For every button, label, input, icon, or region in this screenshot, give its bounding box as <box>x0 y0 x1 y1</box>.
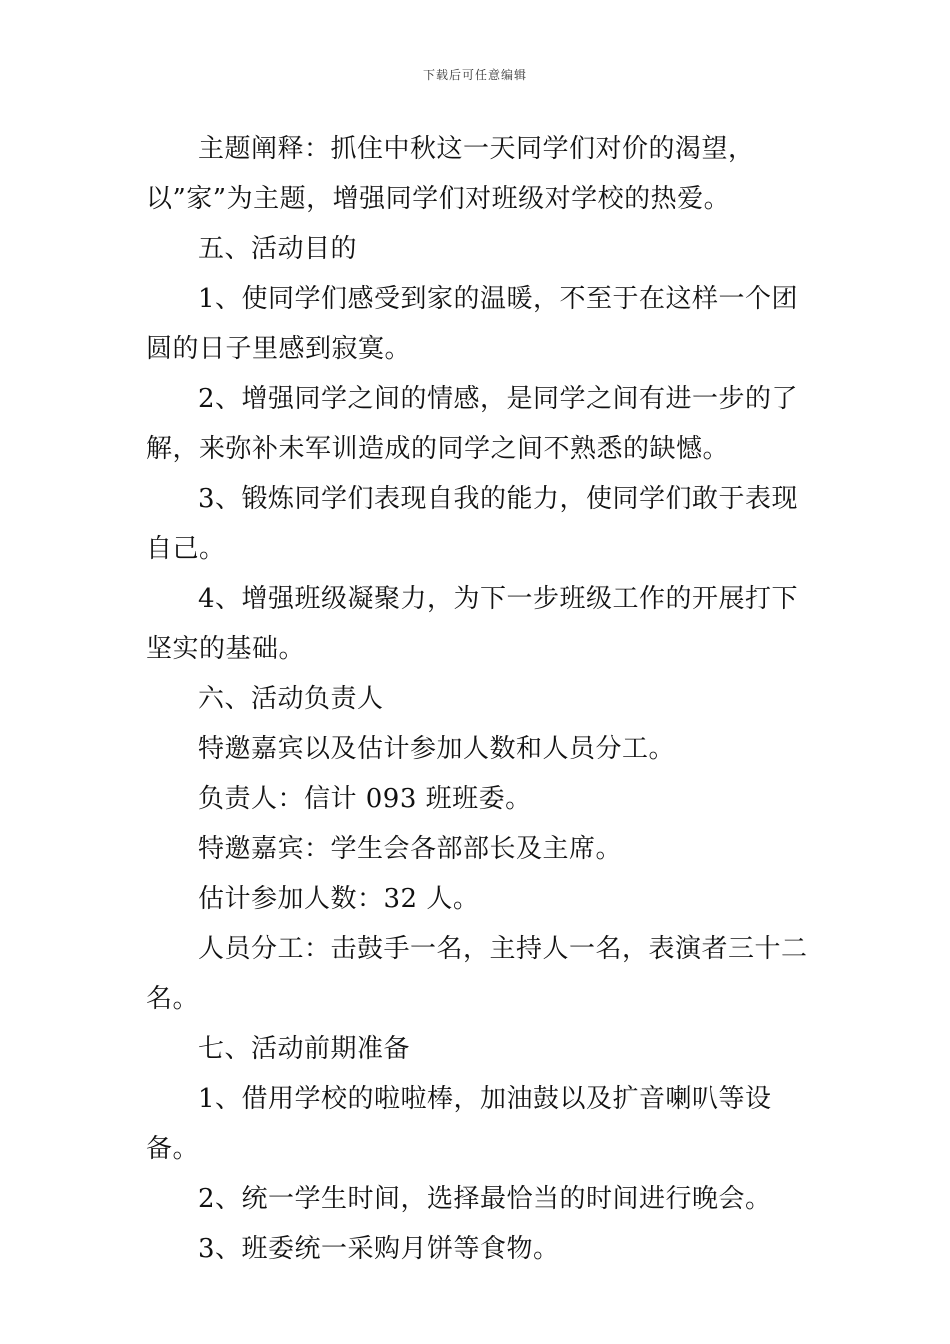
paragraph-responsible-person: 负责人：信计 093 班班委。 <box>198 784 532 814</box>
section-heading-responsible: 六、活动负责人 <box>198 684 384 714</box>
goal-item-1: 1、使同学们感受到家的温暖，不至于在这样一个团圆的日子里感到寂寞。 <box>146 284 799 364</box>
document-body <box>146 124 812 1274</box>
paragraph-guests-intro: 特邀嘉宾以及估计参加人数和人员分工。 <box>198 734 676 764</box>
page-header: 下载后可任意编辑 <box>422 68 527 82</box>
goal-item-3: 3、锻炼同学们表现自我的能力，使同学们敢于表现自己。 <box>146 484 799 564</box>
prep-item-3: 3、班委统一采购月饼等食物。 <box>198 1234 560 1264</box>
section-heading-preparation: 七、活动前期准备 <box>198 1034 411 1064</box>
section-heading-goals: 五、活动目的 <box>198 234 358 264</box>
prep-item-2: 2、统一学生时间，选择最恰当的时间进行晚会。 <box>198 1184 772 1214</box>
paragraph-attendance: 估计参加人数：32 人。 <box>198 884 480 914</box>
paragraph-roles: 人员分工：击鼓手一名，主持人一名，表演者三十二名。 <box>146 934 808 1014</box>
goal-item-2: 2、增强同学之间的情感，是同学之间有进一步的了解，来弥补未军训造成的同学之间不熟悉的缺憾。 <box>146 384 799 464</box>
goal-item-4: 4、增强班级凝聚力，为下一步班级工作的开展打下坚实的基础。 <box>146 584 799 664</box>
paragraph-special-guests: 特邀嘉宾：学生会各部部长及主席。 <box>198 834 623 864</box>
prep-item-1: 1、借用学校的啦啦棒，加油鼓以及扩音喇叭等设备。 <box>146 1084 772 1164</box>
paragraph-theme: 主题阐释：抓住中秋这一天同学们对价的渴望，以”家”为主题，增强同学们对班级对学校的热爱。 <box>146 134 755 214</box>
